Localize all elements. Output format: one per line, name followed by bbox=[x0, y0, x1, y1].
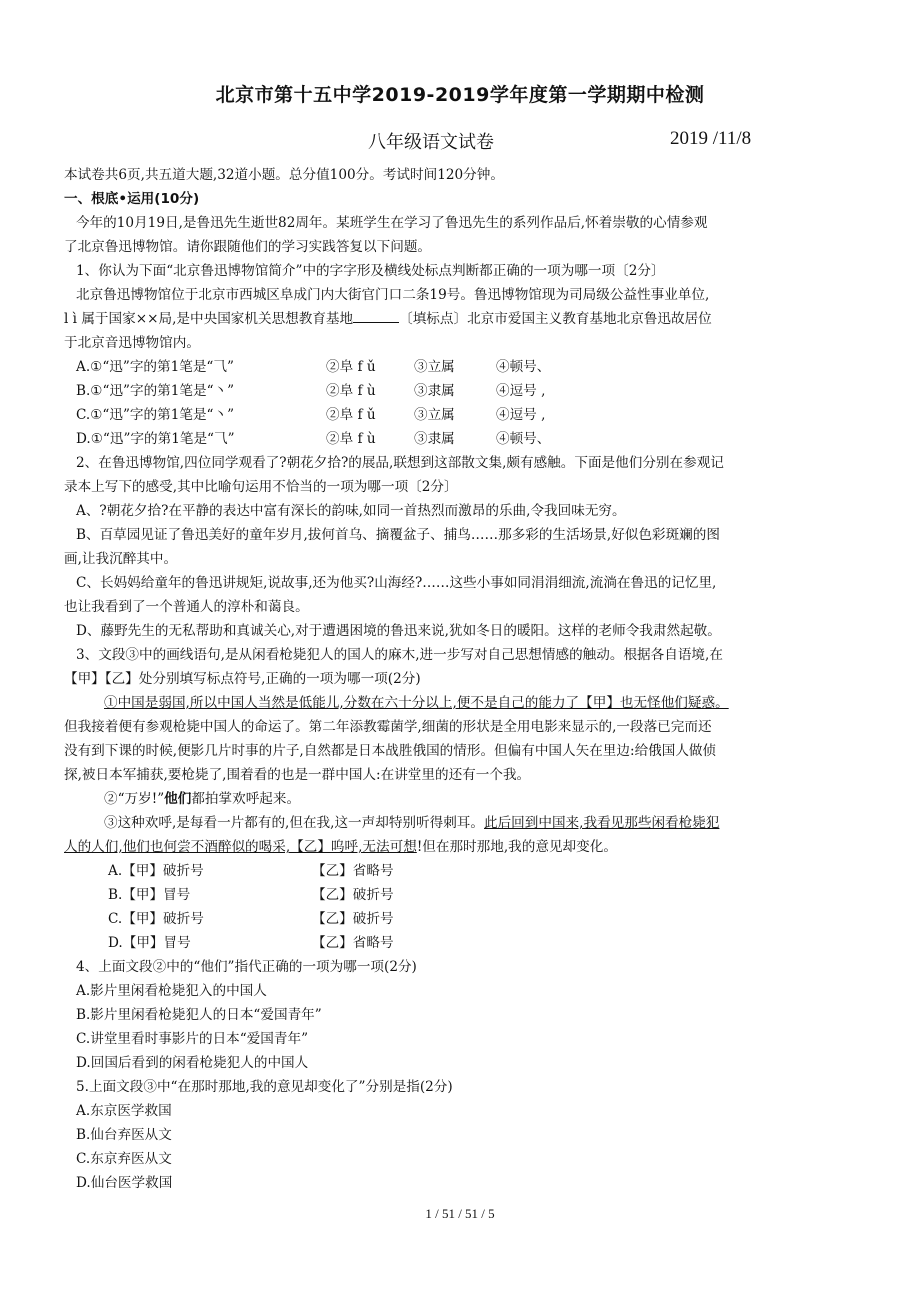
q5-option: D.仙台医学救国 bbox=[76, 1175, 173, 1191]
q1-option bbox=[64, 427, 864, 451]
underlined-sentence: ①中国是弱国,所以中国人当然是低能儿,分数在六十分以上,便不是自己的能力了【甲】也无怪他们疑惑。 bbox=[104, 695, 729, 711]
q1-passage bbox=[64, 307, 864, 331]
q1-passage: 于北京音迅博物馆内。 bbox=[64, 335, 200, 351]
q1-stem: 1、你认为下面“北京鲁迅博物馆简介”中的字字形及横线处标点判断都正确的一项为哪一项〔2分〕 bbox=[76, 263, 665, 279]
paragraph-text: ③这种欢呼,是每看一片都有的,但在我,这一声却特别听得刺耳。 bbox=[104, 815, 484, 831]
q2-option-c: C、长妈妈给童年的鲁迅讲规矩,说故事,还为他买?山海经?……这些小事如同涓涓细流,流淌在鲁迅的记忆里, bbox=[76, 575, 717, 591]
q4-stem: 4、上面文段②中的“他们”指代正确的一项为哪一项(2分) bbox=[76, 959, 417, 975]
q4-option: C.讲堂里看时事影片的日本“爱国青年” bbox=[76, 1031, 309, 1047]
intro-text: 本试卷共6页,共五道大题,32道小题。总分值100分。考试时间120分钟。 bbox=[64, 167, 504, 183]
q5-stem: 5.上面文段③中“在那时那地,我的意见却变化了”分别是指(2分) bbox=[76, 1079, 453, 1095]
option-cell: ③隶属 bbox=[414, 383, 455, 399]
option-cell: 【乙】破折号 bbox=[312, 911, 394, 927]
q1-passage-part: l ì 属于国家××局,是中央国家机关思想教育基地 bbox=[64, 311, 354, 327]
option-cell: 【乙】省略号 bbox=[312, 935, 394, 951]
exam-body bbox=[64, 163, 864, 1195]
q3-paragraph-3 bbox=[64, 835, 864, 859]
option-cell: D.①“迅”字的第1笔是“⺄” bbox=[76, 431, 235, 447]
option-cell: ③隶属 bbox=[414, 431, 455, 447]
option-cell: ②阜 f ǔ bbox=[326, 407, 376, 423]
bold-word: 他们 bbox=[164, 791, 192, 807]
option-cell: ②阜 f ù bbox=[326, 431, 376, 447]
q2-stem: 2、在鲁迅博物馆,四位同学观看了?朝花夕拾?的展品,联想到这部散文集,颇有感触。下面是他们分别在参观记 bbox=[76, 455, 724, 471]
q3-paragraph-1: 没有到下课的时候,便影几片时事的片子,自然都是日本战胜俄国的情形。但偏有中国人矢在里边:给俄国人做侦 bbox=[64, 743, 717, 759]
q5-option: B.仙台弃医从文 bbox=[76, 1127, 172, 1143]
option-cell: C.①“迅”字的第1笔是“丶” bbox=[76, 407, 235, 423]
q3-option bbox=[64, 883, 864, 907]
option-cell: 【乙】破折号 bbox=[312, 887, 394, 903]
page-title: 北京市第十五中学2019-2019学年度第一学期期中检测 bbox=[215, 84, 705, 106]
q2-stem: 录本上写下的感受,其中比喻句运用不恰当的一项为哪一项〔2分〕 bbox=[64, 479, 458, 495]
q2-option-a: A、?朝花夕拾?在平静的表达中富有深长的韵味,如同一首热烈而激昂的乐曲,令我回味无穷。 bbox=[76, 503, 626, 519]
paragraph-text: 都拍掌欢呼起来。 bbox=[191, 791, 301, 807]
q3-option bbox=[64, 859, 864, 883]
q2-option-b: 画,让我沉醉其中。 bbox=[64, 551, 178, 567]
option-cell: 【乙】省略号 bbox=[312, 863, 394, 879]
section1-heading: 一、根底•运用(10分) bbox=[64, 191, 200, 207]
q5-option: A.东京医学救国 bbox=[76, 1103, 172, 1119]
option-cell: B.①“迅”字的第1笔是“丶” bbox=[76, 383, 235, 399]
q2-option-d: D、藤野先生的无私帮助和真诚关心,对于遭遇困境的鲁迅来说,犹如冬日的暖阳。这样的老师令我肃然起敬。 bbox=[76, 623, 721, 639]
option-cell: ④逗号 , bbox=[496, 383, 546, 399]
q2-option-c: 也让我看到了一个普通人的淳朴和蔼良。 bbox=[64, 599, 309, 615]
q3-stem: 3、文段③中的画线语句,是从闲看枪毙犯人的国人的麻木,进一步写对自己思想情感的触动。根据各自语境,在 bbox=[76, 647, 723, 663]
section1-lead: 了北京鲁迅博物馆。请你跟随他们的学习实践答复以下问题。 bbox=[64, 239, 432, 255]
q1-passage-part: 〔填标点〕北京市爱国主义教育基地北京鲁迅故居位 bbox=[399, 311, 712, 327]
exam-subtitle: 八年级语文试卷 bbox=[368, 132, 494, 153]
q3-paragraph-1: 但我接着便有参观枪毙中国人的命运了。第二年添教霉菌学,细菌的形状是全用电影来显示的,一段落已完而还 bbox=[64, 719, 712, 735]
option-cell: A.【甲】破折号 bbox=[108, 863, 204, 879]
option-cell: A.①“迅”字的第1笔是“⺄” bbox=[76, 359, 234, 375]
q3-stem: 【甲】【乙】处分别填写标点符号,正确的一项为哪一项(2分) bbox=[64, 671, 421, 687]
q2-option-b: B、百草园见证了鲁迅美好的童年岁月,拔何首乌、摘覆盆子、捕鸟……那多彩的生活场景,好似色彩斑斓的图 bbox=[76, 527, 720, 543]
exam-date: 2019 /11/8 bbox=[670, 128, 752, 149]
section1-lead: 今年的10月19日,是鲁迅先生逝世82周年。某班学生在学习了鲁迅先生的系列作品后,怀着崇敬的心情参观 bbox=[76, 215, 708, 231]
q3-paragraph-1 bbox=[64, 691, 864, 715]
q3-option bbox=[64, 931, 864, 955]
option-cell: ④顿号、 bbox=[496, 359, 551, 375]
q1-option bbox=[64, 379, 864, 403]
q4-option: A.影片里闲看枪毙犯入的中国人 bbox=[76, 983, 267, 999]
option-cell: ②阜 f ù bbox=[326, 383, 376, 399]
option-cell: ④逗号 , bbox=[496, 407, 546, 423]
q4-option: B.影片里闲看枪毙犯人的日本“爱国青年” bbox=[76, 1007, 322, 1023]
q1-option bbox=[64, 403, 864, 427]
option-cell: ④顿号、 bbox=[496, 431, 551, 447]
option-cell: C.【甲】破折号 bbox=[108, 911, 204, 927]
underlined-sentence: 此后回到中国来,我看见那些闲看枪毙犯 bbox=[484, 815, 720, 831]
option-cell: ②阜 f ǔ bbox=[326, 359, 376, 375]
page-number: 1 / 51 / 51 / 5 bbox=[425, 1206, 495, 1221]
underlined-sentence: 人的人们,他们也何尝不酒醉似的喝采,【乙】呜呼,无法可想 bbox=[64, 839, 417, 855]
q5-option: C.东京弃医从文 bbox=[76, 1151, 172, 1167]
q3-option bbox=[64, 907, 864, 931]
option-cell: ③立属 bbox=[414, 359, 455, 375]
paragraph-text: ②“万岁!” bbox=[104, 791, 165, 807]
q3-paragraph-1: 探,被日本军捕获,要枪毙了,围着看的也是一群中国人:在讲堂里的还有一个我。 bbox=[64, 767, 531, 783]
q3-paragraph-2 bbox=[64, 787, 864, 811]
option-cell: ③立属 bbox=[414, 407, 455, 423]
option-cell: B.【甲】冒号 bbox=[108, 887, 191, 903]
q1-passage: 北京鲁迅博物馆位于北京市西城区阜成门内大街官门口二条19号。鲁迅博物馆现为司局级公益性事业单位, bbox=[76, 287, 710, 303]
q1-option bbox=[64, 355, 864, 379]
option-cell: D.【甲】冒号 bbox=[108, 935, 191, 951]
paragraph-text: !但在那时那地,我的意见却变化。 bbox=[416, 839, 617, 855]
q4-option: D.回国后看到的闲看枪毙犯人的中国人 bbox=[76, 1055, 309, 1071]
answer-blank[interactable] bbox=[353, 309, 399, 323]
q3-paragraph-3 bbox=[64, 811, 864, 835]
